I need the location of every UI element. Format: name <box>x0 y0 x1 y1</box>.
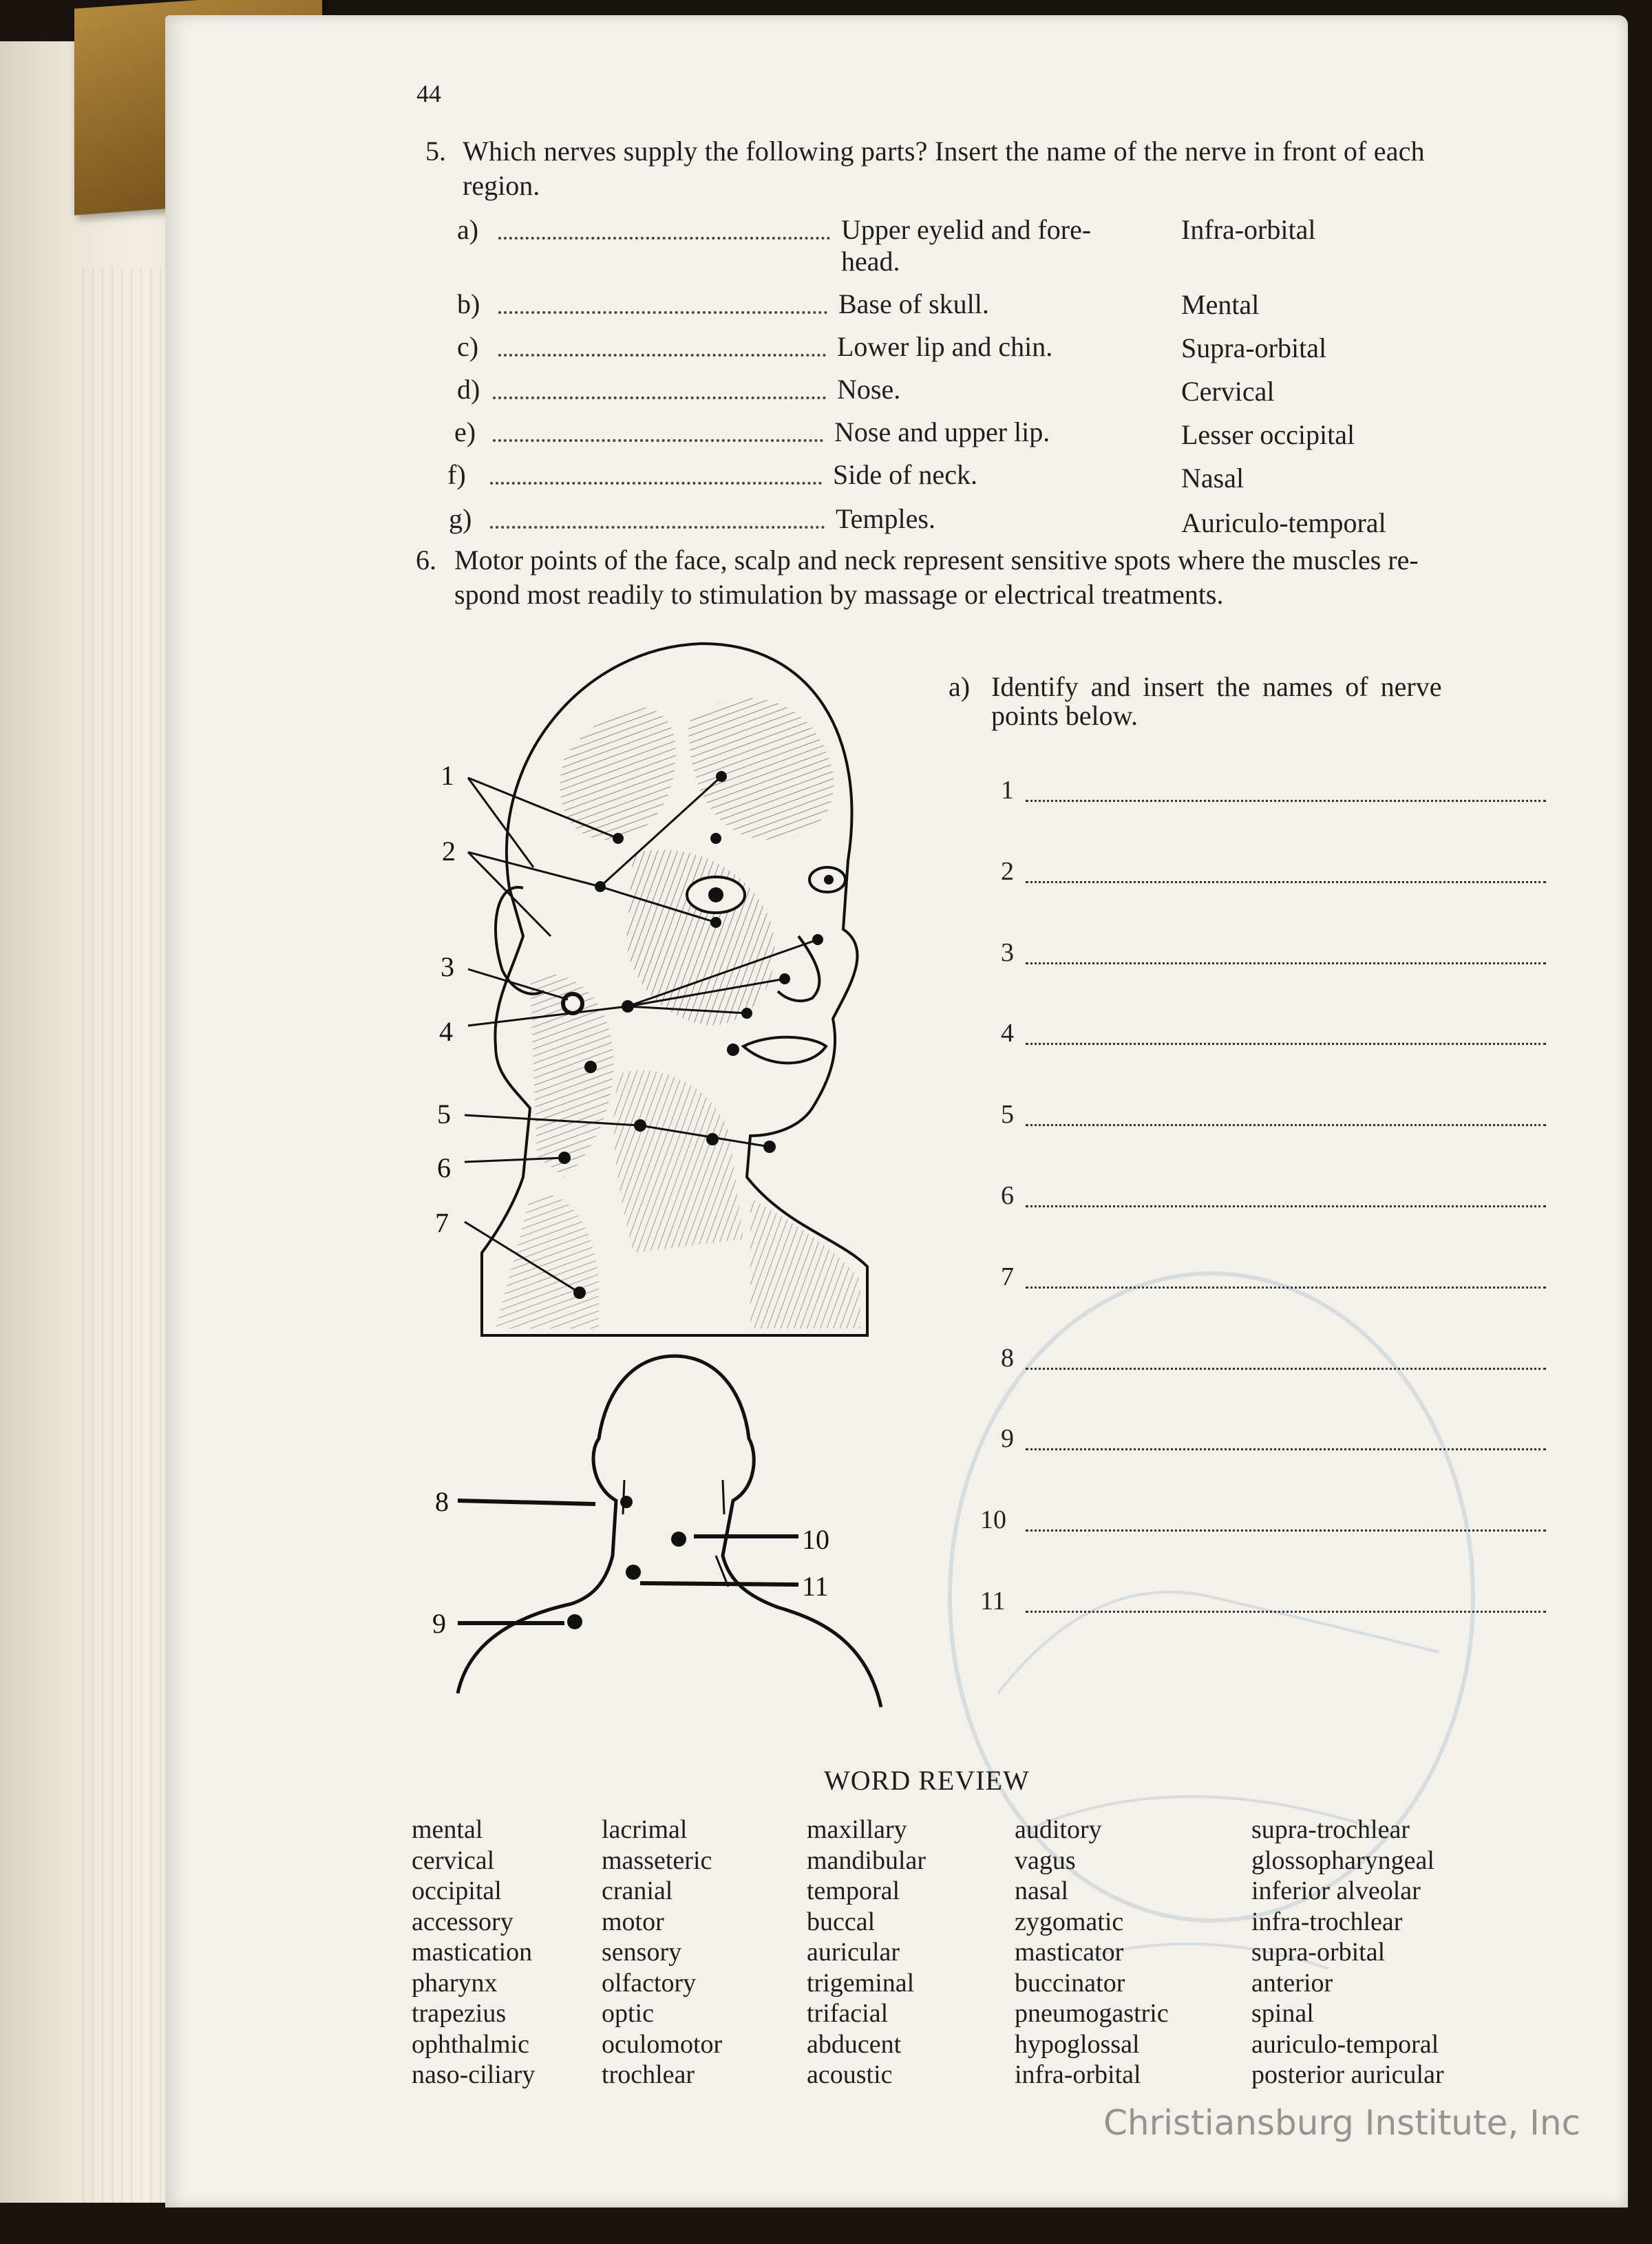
word-review-term: supra-trochlear <box>1251 1815 1410 1844</box>
figure-label-5: 5 <box>437 1099 451 1130</box>
word-review-term: auditory <box>1015 1815 1102 1844</box>
figure-label-3: 3 <box>441 951 454 982</box>
word-review-term: posterior auricular <box>1251 2060 1444 2089</box>
answer-number: 2 <box>1001 856 1014 886</box>
q5-item-region: Nose. <box>837 374 901 405</box>
word-review-term: infra-trochlear <box>1251 1907 1403 1936</box>
q5-nerve-option: Infra-orbital <box>1181 214 1316 245</box>
answer-number: 6 <box>1001 1181 1014 1210</box>
q5-item-letter: g) <box>449 503 472 534</box>
page-number: 44 <box>416 80 441 107</box>
word-review-term: vagus <box>1015 1845 1076 1875</box>
q5-item-region: Base of skull. <box>838 288 989 319</box>
figure-label-10: 10 <box>802 1524 829 1555</box>
q5-nerve-option: Auriculo-temporal <box>1181 507 1386 538</box>
q5-answer-blank[interactable] <box>493 396 826 399</box>
q5-item-letter: b) <box>457 288 480 319</box>
answer-blank-line[interactable] <box>1026 800 1546 802</box>
q5-prompt: Which nerves supply the following parts? Insert the name of the nerve in front of each <box>463 136 1425 167</box>
q5-answer-blank[interactable] <box>498 311 827 314</box>
word-review-term: masseteric <box>602 1845 712 1875</box>
answer-number: 11 <box>980 1587 1006 1616</box>
answer-number: 9 <box>1001 1424 1014 1454</box>
q6a-instruction: Identify and insert the names of nerve <box>991 671 1442 702</box>
answer-number: 7 <box>1001 1262 1014 1291</box>
word-review-term: olfactory <box>602 1968 697 1998</box>
word-review-term: mastication <box>412 1938 533 1967</box>
q5-item-region: Lower lip and chin. <box>837 331 1053 362</box>
word-review-term: trifacial <box>807 1999 889 2028</box>
answer-number: 3 <box>1001 938 1014 967</box>
q5-item-letter: c) <box>457 331 479 362</box>
word-review-term: trapezius <box>412 1999 507 2028</box>
word-review-term: naso-ciliary <box>412 2060 536 2089</box>
q6-prompt-cont: spond most readily to stimulation by massage or electrical treatments. <box>454 579 1224 610</box>
q5-nerve-option: Supra-orbital <box>1181 332 1327 363</box>
word-review-term: ophthalmic <box>412 2029 529 2059</box>
q5-answer-blank[interactable] <box>498 354 826 357</box>
q5-item-region-cont: head. <box>841 246 900 277</box>
figure-label-6: 6 <box>437 1152 451 1183</box>
word-review-term: supra-orbital <box>1251 1938 1386 1967</box>
word-review-title: WORD REVIEW <box>824 1765 1030 1796</box>
word-review-column <box>1015 1814 1169 2090</box>
q5-item-letter: d) <box>457 374 480 405</box>
q5-item-region: Temples. <box>836 503 935 534</box>
q6-prompt: Motor points of the face, scalp and neck represent sensitive spots where the muscles re- <box>454 544 1419 575</box>
neck-motor-point-dots <box>567 1496 686 1629</box>
q5-item-region: Nose and upper lip. <box>834 416 1050 447</box>
word-review-term: lacrimal <box>602 1815 688 1844</box>
word-review-term: infra-orbital <box>1015 2060 1141 2089</box>
word-review-term: anterior <box>1251 1968 1333 1998</box>
word-review-term: cranial <box>602 1876 673 1905</box>
answer-number: 1 <box>1001 776 1014 805</box>
q5-nerve-option: Mental <box>1181 289 1260 320</box>
q5-answer-blank[interactable] <box>498 237 830 240</box>
word-review-term: pharynx <box>412 1968 498 1998</box>
word-review-term: masticator <box>1015 1938 1124 1967</box>
q5-nerve-option: Cervical <box>1181 376 1275 407</box>
word-review-term: optic <box>602 1999 654 2028</box>
q5-nerve-option: Nasal <box>1181 463 1245 494</box>
answer-blank-line[interactable] <box>1026 1205 1546 1207</box>
q5-item-region: Upper eyelid and fore- <box>841 214 1092 245</box>
word-review-term: buccal <box>807 1907 876 1936</box>
face-motor-points-diagram <box>427 633 881 1349</box>
word-review-column <box>1251 1814 1444 2090</box>
word-review-term: oculomotor <box>602 2029 723 2059</box>
q6-number: 6. <box>416 544 436 575</box>
word-review-term: mental <box>412 1815 483 1844</box>
word-review-column <box>412 1814 535 2090</box>
word-review-term: hypoglossal <box>1015 2029 1140 2059</box>
word-review-term: temporal <box>807 1876 900 1905</box>
answer-number: 5 <box>1001 1100 1014 1130</box>
answer-blank-line[interactable] <box>1026 1287 1546 1289</box>
word-review-term: auriculo-temporal <box>1251 2029 1439 2059</box>
q5-number: 5. <box>425 136 446 167</box>
watermark: Christiansburg Institute, Inc <box>1103 2103 1581 2143</box>
figure-label-2: 2 <box>442 836 456 867</box>
q5-item-region: Side of neck. <box>833 459 977 490</box>
q5-item-letter: a) <box>457 214 479 245</box>
figure-label-11: 11 <box>802 1571 829 1602</box>
face-figure-labels <box>435 760 456 1238</box>
word-review-term: pneumogastric <box>1015 1999 1169 2028</box>
word-review-term: abducent <box>807 2029 902 2059</box>
word-review-term: motor <box>602 1907 664 1936</box>
word-review-term: glossopharyngeal <box>1251 1845 1434 1875</box>
neck-motor-points-diagram <box>427 1349 895 1721</box>
word-review-term: inferior alveolar <box>1251 1876 1421 1905</box>
q5-answer-blank[interactable] <box>490 526 825 529</box>
word-review-term: trochlear <box>602 2060 695 2089</box>
word-review-term: spinal <box>1251 1999 1314 2028</box>
answer-number: 10 <box>980 1505 1006 1535</box>
answer-blank-line[interactable] <box>1026 962 1546 964</box>
answer-blank-line[interactable] <box>1026 881 1546 883</box>
neck-figure-labels <box>432 1486 829 1639</box>
answer-blank-line[interactable] <box>1026 1124 1546 1126</box>
q6a-instruction-cont: points below. <box>991 700 1138 731</box>
word-review-term: occipital <box>412 1876 502 1905</box>
answer-blank-line[interactable] <box>1026 1043 1546 1045</box>
word-review-term: buccinator <box>1015 1968 1125 1998</box>
word-review-term: nasal <box>1015 1876 1069 1905</box>
q5-answer-blank[interactable] <box>490 482 822 485</box>
figure-label-8: 8 <box>435 1486 449 1517</box>
word-review-term: cervical <box>412 1845 495 1875</box>
answer-blank-line[interactable] <box>1026 1368 1546 1370</box>
q6a-letter: a) <box>949 671 971 702</box>
answer-number: 8 <box>1001 1343 1014 1373</box>
figure-label-1: 1 <box>441 760 454 791</box>
answer-number: 4 <box>1001 1019 1014 1048</box>
word-review-term: mandibular <box>807 1845 926 1875</box>
word-review-term: sensory <box>602 1938 682 1967</box>
word-review-term: acoustic <box>807 2060 893 2089</box>
answer-blank-line[interactable] <box>1026 1529 1546 1532</box>
word-review-column <box>602 1814 722 2090</box>
answer-blank-line[interactable] <box>1026 1611 1546 1613</box>
word-review-term: zygomatic <box>1015 1907 1124 1936</box>
word-review-term: auricular <box>807 1938 900 1967</box>
q5-prompt-cont: region. <box>463 170 540 201</box>
figure-label-7: 7 <box>435 1207 449 1238</box>
word-review-term: accessory <box>412 1907 513 1936</box>
figure-label-4: 4 <box>439 1016 453 1047</box>
q5-item-letter: e) <box>454 416 476 447</box>
q5-answer-blank[interactable] <box>493 439 823 442</box>
word-review-term: trigeminal <box>807 1968 915 1998</box>
answer-blank-line[interactable] <box>1026 1448 1546 1450</box>
q5-nerve-option: Lesser occipital <box>1181 419 1355 450</box>
word-review-term: maxillary <box>807 1815 907 1844</box>
figure-label-9: 9 <box>432 1608 446 1639</box>
word-review-column <box>807 1814 926 2090</box>
q5-item-letter: f) <box>447 459 466 490</box>
